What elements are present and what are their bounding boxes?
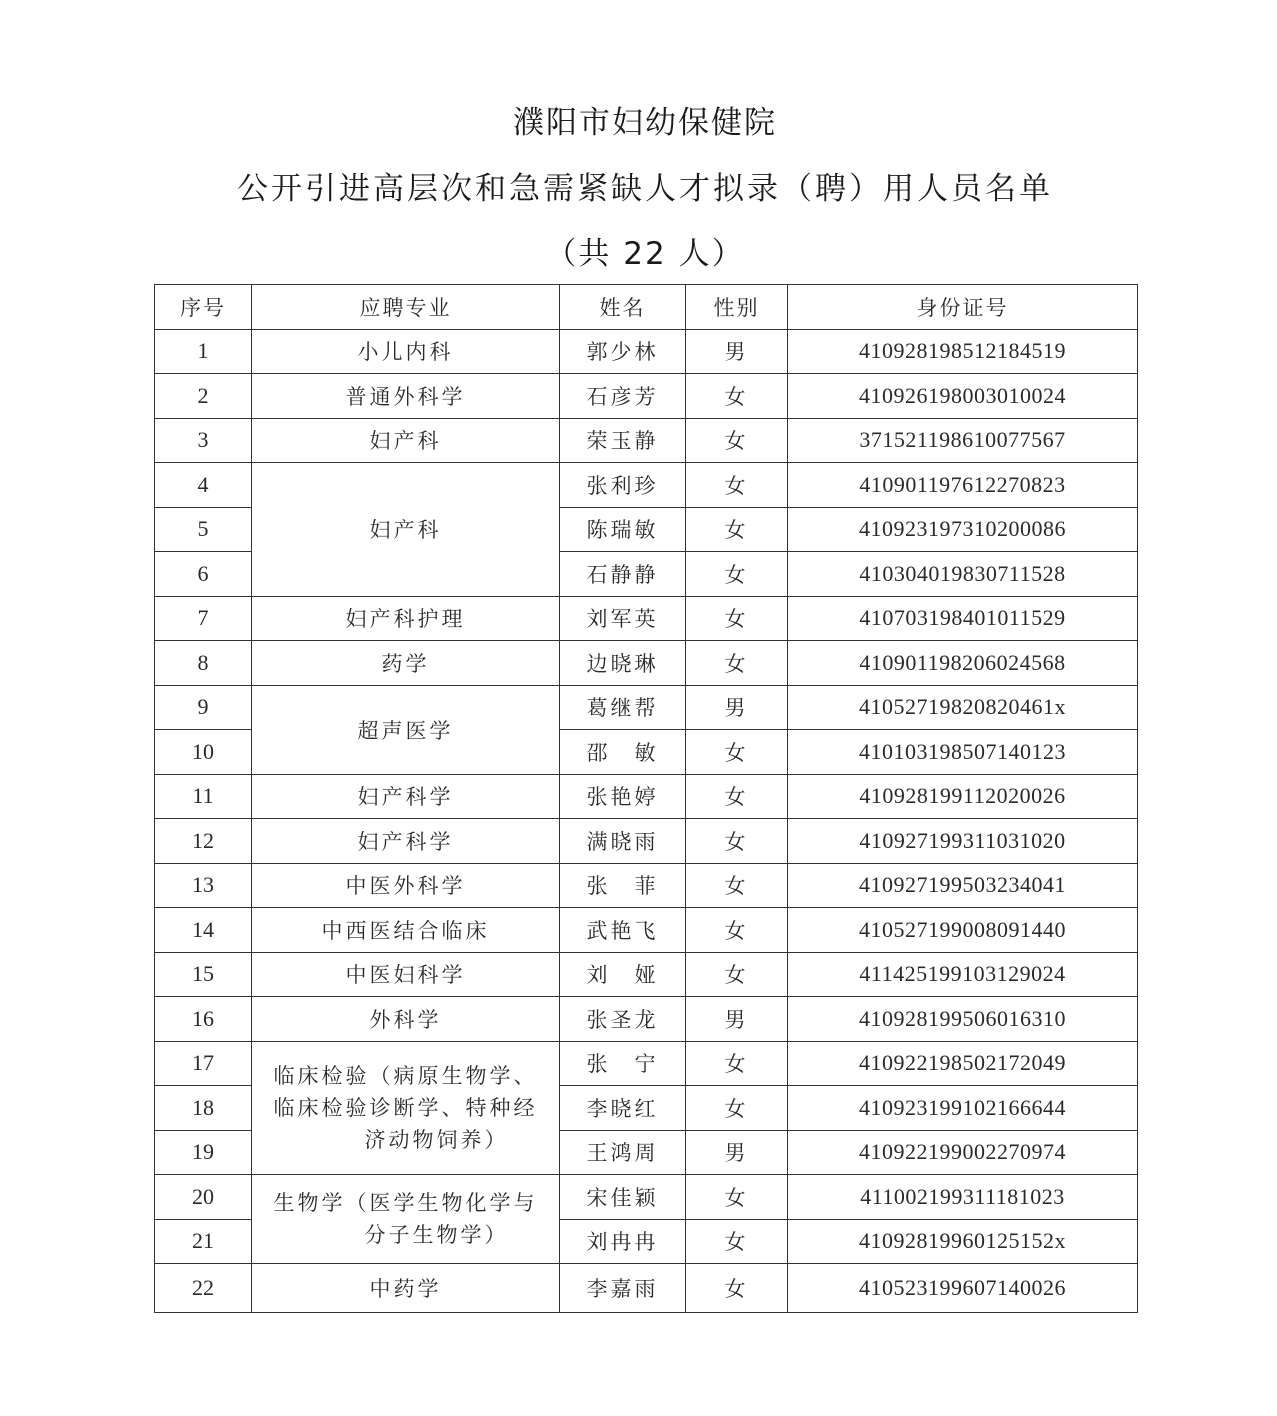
row-name: 李晓红 [560,1086,686,1131]
row-id-number: 410304019830711528 [788,552,1138,597]
row-gender: 男 [686,685,788,730]
row-name: 葛继帮 [560,685,686,730]
row-major: 超声医学 [252,685,560,774]
row-major: 药学 [252,641,560,686]
row-id-number: 410901198206024568 [788,641,1138,686]
table-row [155,1175,1138,1220]
row-id-number: 410922199002270974 [788,1130,1138,1175]
major-line: 济动物饲养） [364,1127,509,1152]
row-major: 外科学 [252,997,560,1042]
table-row [155,374,1138,419]
row-number: 5 [155,507,252,552]
row-gender: 女 [686,863,788,908]
row-id-number: 410928199506016310 [788,997,1138,1042]
column-header-name: 姓名 [560,285,686,330]
row-gender: 女 [686,596,788,641]
row-name: 王鸿周 [560,1130,686,1175]
row-major: 妇产科护理 [252,596,560,641]
row-name: 刘冉冉 [560,1219,686,1264]
table-row [155,463,1138,508]
row-gender: 女 [686,1219,788,1264]
row-gender: 女 [686,463,788,508]
row-gender: 男 [686,329,788,374]
row-major [252,1041,560,1175]
row-id-number: 411002199311181023 [788,1175,1138,1220]
row-id-number: 410103198507140123 [788,730,1138,775]
row-id-number: 41052719820820461x [788,685,1138,730]
table-row [155,1041,1138,1086]
row-name: 刘 娅 [560,952,686,997]
row-name: 荣玉静 [560,418,686,463]
row-number: 8 [155,641,252,686]
row-id-number: 410922198502172049 [788,1041,1138,1086]
row-name: 张圣龙 [560,997,686,1042]
row-name: 张 菲 [560,863,686,908]
table-row [155,596,1138,641]
row-gender: 女 [686,730,788,775]
row-id-number: 410703198401011529 [788,596,1138,641]
row-id-number: 410926198003010024 [788,374,1138,419]
row-gender: 女 [686,374,788,419]
row-number: 20 [155,1175,252,1220]
row-gender: 女 [686,774,788,819]
document-count: （共 22 人） [545,236,745,272]
row-number: 16 [155,997,252,1042]
row-major: 妇产科 [252,418,560,463]
table-row [155,685,1138,730]
table-row [155,774,1138,819]
major-line: 分子生物学） [364,1223,509,1247]
row-name: 宋佳颖 [560,1175,686,1220]
row-number: 2 [155,374,252,419]
row-gender: 女 [686,1264,788,1313]
row-gender: 女 [686,819,788,864]
row-name: 郭少林 [560,329,686,374]
table-row [155,418,1138,463]
row-id-number: 410901197612270823 [788,463,1138,508]
row-number: 1 [155,329,252,374]
row-gender: 女 [686,552,788,597]
table-row [155,641,1138,686]
row-number: 14 [155,908,252,953]
row-id-number: 410527199008091440 [788,908,1138,953]
row-major: 普通外科学 [252,374,560,419]
column-header-gender: 性别 [686,285,788,330]
row-name: 边晓琳 [560,641,686,686]
row-gender: 女 [686,641,788,686]
row-name: 满晓雨 [560,819,686,864]
row-id-number: 410923197310200086 [788,507,1138,552]
row-name: 张 宁 [560,1041,686,1086]
column-header-major: 应聘专业 [252,285,560,330]
candidate-table [154,284,1138,1313]
row-name: 石静静 [560,552,686,597]
column-header-id: 身份证号 [788,285,1138,330]
row-major: 中西医结合临床 [252,908,560,953]
table-row [155,997,1138,1042]
table-header-row [155,285,1138,330]
column-header-no: 序号 [155,285,252,330]
row-gender: 男 [686,1130,788,1175]
row-number: 17 [155,1041,252,1086]
major-line: 临床检验（病原生物学、 [273,1063,538,1088]
row-major: 妇产科学 [252,774,560,819]
row-gender: 女 [686,952,788,997]
major-line: 生物学（医学生物化学与 [273,1191,538,1215]
row-number: 3 [155,418,252,463]
table-row [155,1264,1138,1313]
row-major: 中医妇科学 [252,952,560,997]
row-number: 7 [155,596,252,641]
table-row [155,952,1138,997]
row-gender: 女 [686,1041,788,1086]
row-number: 21 [155,1219,252,1264]
row-number: 10 [155,730,252,775]
document-title: 濮阳市妇幼保健院 [513,105,777,141]
row-id-number: 410927199311031020 [788,819,1138,864]
row-number: 11 [155,774,252,819]
row-name: 张利珍 [560,463,686,508]
row-number: 13 [155,863,252,908]
row-name: 武艳飞 [560,908,686,953]
row-gender: 女 [686,1175,788,1220]
row-number: 9 [155,685,252,730]
row-major: 中药学 [252,1264,560,1313]
row-id-number: 410923199102166644 [788,1086,1138,1131]
table-row [155,908,1138,953]
row-id-number: 410927199503234041 [788,863,1138,908]
row-gender: 男 [686,997,788,1042]
row-gender: 女 [686,507,788,552]
row-number: 15 [155,952,252,997]
table-row [155,329,1138,374]
row-number: 6 [155,552,252,597]
row-name: 陈瑞敏 [560,507,686,552]
row-major: 小儿内科 [252,329,560,374]
row-name: 邵 敏 [560,730,686,775]
row-id-number: 41092819960125152x [788,1219,1138,1264]
row-number: 4 [155,463,252,508]
row-gender: 女 [686,418,788,463]
row-id-number: 410928199112020026 [788,774,1138,819]
row-name: 刘军英 [560,596,686,641]
row-major [252,1175,560,1264]
row-number: 12 [155,819,252,864]
row-gender: 女 [686,1086,788,1131]
row-major: 中医外科学 [252,863,560,908]
major-line: 临床检验诊断学、特种经 [273,1095,538,1120]
row-major: 妇产科学 [252,819,560,864]
table-row [155,819,1138,864]
row-id-number: 410523199607140026 [788,1264,1138,1313]
row-gender: 女 [686,908,788,953]
document-subtitle: 公开引进高层次和急需紧缺人才拟录（聘）用人员名单 [237,171,1053,207]
table-row [155,863,1138,908]
row-major: 妇产科 [252,463,560,597]
row-number: 22 [155,1264,252,1313]
row-id-number: 371521198610077567 [788,418,1138,463]
row-number: 19 [155,1130,252,1175]
row-name: 李嘉雨 [560,1264,686,1313]
row-id-number: 410928198512184519 [788,329,1138,374]
row-number: 18 [155,1086,252,1131]
row-name: 张艳婷 [560,774,686,819]
row-id-number: 411425199103129024 [788,952,1138,997]
row-name: 石彦芳 [560,374,686,419]
